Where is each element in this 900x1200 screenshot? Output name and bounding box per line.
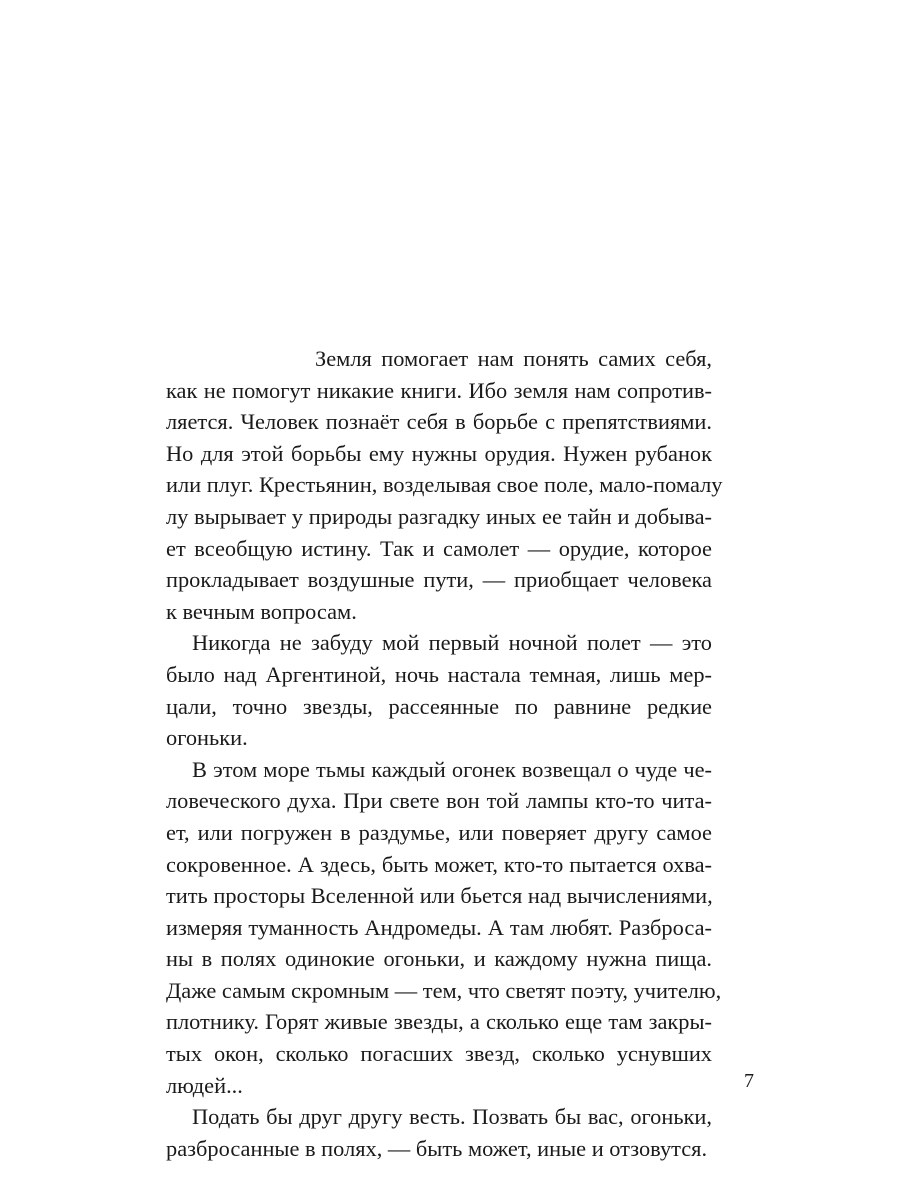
text-line: или плуг. Крестьянин, возделывая свое поле, мало-помалу <box>166 472 723 498</box>
text-line: Никогда не забуду мой первый ночной полет — это <box>192 630 712 656</box>
text-line: В этом море тьмы каждый огонек возвещал о чуде че- <box>192 756 712 782</box>
text-line: Подать бы друг другу весть. Позвать бы вас, огоньки, <box>192 1104 712 1130</box>
text-line: лу вырывает у природы разгадку иных ее тайн и добыва- <box>166 503 712 529</box>
text-line: ет, или погружен в раздумье, или поверяет другу самое <box>166 819 712 845</box>
text-line: как не помогут никакие книги. Ибо земля нам сопротив- <box>166 377 712 403</box>
text-line: тых окон, сколько погасших звезд, сколько уснувших <box>166 1041 712 1067</box>
paragraph-3 <box>166 754 722 1102</box>
text-line: разбросанные в полях, — быть может, иные и отзовутся. <box>166 1135 708 1161</box>
body-text <box>166 343 723 1164</box>
text-line: людей... <box>166 1072 243 1098</box>
text-line: плотнику. Горят живые звезды, а сколько еще там закры- <box>166 1009 712 1035</box>
text-line: огоньки. <box>166 725 248 751</box>
text-line: ны в полях одинокие огоньки, и каждому нужна пища. <box>166 946 712 972</box>
paragraph-1 <box>166 343 723 627</box>
text-line: сокровенное. А здесь, быть может, кто-то пытается охва- <box>166 851 712 877</box>
paragraph-2 <box>166 627 712 753</box>
text-line: измеряя туманность Андромеды. А там любят. Разброса- <box>166 914 712 940</box>
page-number: 7 <box>744 1070 754 1092</box>
text-line: тить просторы Вселенной или бьется над вычислениями, <box>166 883 713 909</box>
text-line: прокладывает воздушные пути, — приобщает человека <box>166 567 712 593</box>
text-line: Даже самым скромным — тем, что светят поэту, учителю, <box>166 977 722 1003</box>
text-line: к вечным вопросам. <box>166 598 357 624</box>
text-line: ет всеобщую истину. Так и самолет — орудие, которое <box>166 535 712 561</box>
text-line: ловеческого духа. При свете вон той лампы кто-то чита- <box>166 788 712 814</box>
paragraph-4 <box>166 1101 712 1164</box>
text-line: ляется. Человек познаёт себя в борьбе с препятствиями. <box>166 409 712 435</box>
text-line: Но для этой борьбы ему нужны орудия. Нужен рубанок <box>166 440 712 466</box>
text-line: цали, точно звезды, рассеянные по равнине редкие <box>166 693 712 719</box>
text-line: было над Аргентиной, ночь настала темная, лишь мер- <box>166 661 712 687</box>
text-line: Земля помогает нам понять самих себя, <box>315 346 712 371</box>
